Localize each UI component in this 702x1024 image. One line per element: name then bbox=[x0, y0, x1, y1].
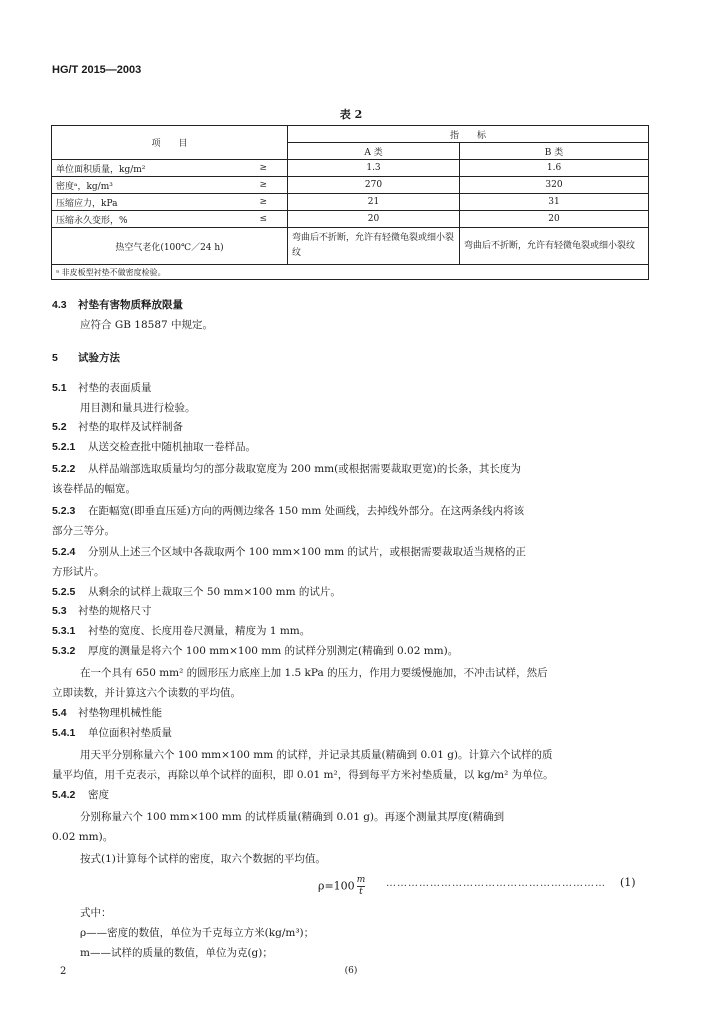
table-note: ᵃ 非皮板型衬垫不做密度检验。 bbox=[52, 265, 649, 280]
paragraph: 方形试片。 bbox=[52, 566, 105, 578]
row-value-b: 1.6 bbox=[460, 160, 649, 177]
clause-5-3-1 bbox=[52, 624, 310, 638]
row-value-a: 弯曲后不折断，允许有轻微龟裂或细小裂纹 bbox=[288, 228, 460, 265]
paragraph: 量平均值，用千克表示，再除以单个试样的面积，即 0.01 m²，得到每平方米衬垫质量，以 kg/m² 为单位。 bbox=[52, 769, 554, 781]
section-number: 5.3.1 bbox=[52, 625, 76, 637]
row-value-b: 20 bbox=[460, 211, 649, 228]
table-title: 表 2 bbox=[339, 108, 363, 121]
paragraph: 立即读数，并计算这六个读数的平均值。 bbox=[52, 687, 241, 699]
row-value-b: 弯曲后不折断，允许有轻微龟裂或细小裂纹 bbox=[460, 228, 649, 265]
table-row bbox=[52, 228, 649, 265]
rho-definition: ρ——密度的数值，单位为千克每立方米(kg/m³)； bbox=[80, 927, 315, 939]
paragraph: 按式(1)计算每个试样的密度，取六个数据的平均值。 bbox=[80, 853, 326, 865]
clause-5-4-2 bbox=[52, 788, 109, 802]
section-5-4 bbox=[52, 706, 162, 720]
m-definition: m——试样的质量的数值，单位为克(g)； bbox=[80, 947, 273, 959]
paragraph: 用天平分别称量六个 100 mm×100 mm 的试样，并记录其质量(精确到 0.01 g)。计算六个试样的质 bbox=[80, 749, 553, 761]
paragraph: 厚度的测量是将六个 100 mm×100 mm 的试样分别测定(精确到 0.02 mm)。 bbox=[88, 645, 459, 657]
clause-5-3-2 bbox=[52, 644, 458, 658]
paragraph: 衬垫的宽度、长度用卷尺测量，精度为 1 mm。 bbox=[88, 625, 311, 637]
paragraph: 应符合 GB 18587 中规定。 bbox=[80, 319, 214, 331]
header-class-b: B 类 bbox=[460, 143, 649, 160]
equation-number: (1) bbox=[620, 876, 636, 889]
formula-numerator: m bbox=[356, 875, 366, 885]
section-number: 5.2.4 bbox=[52, 546, 76, 558]
section-title: 衬垫的表面质量 bbox=[78, 382, 152, 394]
section-5-2 bbox=[52, 420, 183, 434]
section-number: 5.4 bbox=[52, 707, 67, 719]
section-5-3 bbox=[52, 604, 152, 618]
paragraph: 从样品端部选取质量均匀的部分裁取宽度为 200 mm(或根据需要裁取更宽)的长条，其长度为 bbox=[88, 463, 521, 475]
density-formula bbox=[318, 876, 365, 897]
paragraph: 0.02 mm)。 bbox=[52, 831, 114, 843]
row-value-b: 320 bbox=[460, 177, 649, 194]
paragraph: 部分三等分。 bbox=[52, 525, 115, 537]
page-center-mark: (6) bbox=[344, 966, 358, 976]
table-row bbox=[52, 211, 649, 228]
header-class-a: A 类 bbox=[288, 143, 460, 160]
section-number: 5.3.2 bbox=[52, 645, 76, 657]
clause-5-2-4 bbox=[52, 545, 526, 559]
section-title: 衬垫的规格尺寸 bbox=[78, 605, 152, 617]
row-value-a: 20 bbox=[288, 211, 460, 228]
paragraph: 分别从上述三个区域中各裁取两个 100 mm×100 mm 的试片，或根据需要裁取适当规格的正 bbox=[88, 546, 527, 558]
row-item: 单位面积质量，kg/m² bbox=[52, 160, 240, 177]
paragraph: 用目测和量具进行检验。 bbox=[80, 402, 196, 414]
section-number: 5.1 bbox=[52, 382, 67, 394]
section-title: 试验方法 bbox=[78, 352, 120, 364]
section-number: 5.2.2 bbox=[52, 463, 76, 475]
row-operator: ≥ bbox=[240, 194, 288, 211]
header-index: 指 标 bbox=[288, 126, 649, 143]
section-number: 5.2 bbox=[52, 421, 67, 433]
row-value-a: 270 bbox=[288, 177, 460, 194]
page-number: 2 bbox=[60, 966, 67, 977]
section-number: 5.3 bbox=[52, 605, 67, 617]
paragraph: 从送交检查批中随机抽取一卷样品。 bbox=[88, 441, 256, 453]
row-item: 密度ᵃ，kg/m³ bbox=[52, 177, 240, 194]
paragraph: 在距幅宽(即垂直压延)方向的两侧边缘各 150 mm 处画线，去掉线外部分。在这两条线内将该 bbox=[88, 505, 525, 517]
section-4-3 bbox=[52, 298, 183, 312]
row-item: 热空气老化(100℃／24 h) bbox=[52, 228, 288, 265]
row-value-a: 21 bbox=[288, 194, 460, 211]
row-value-a: 1.3 bbox=[288, 160, 460, 177]
row-operator: ≥ bbox=[240, 177, 288, 194]
section-title: 单位面积衬垫质量 bbox=[88, 727, 172, 739]
clause-5-4-1 bbox=[52, 726, 172, 740]
section-title: 衬垫物理机械性能 bbox=[78, 707, 162, 719]
table-row bbox=[52, 194, 649, 211]
paragraph: 分别称量六个 100 mm×100 mm 的试样质量(精确到 0.01 g)。再逐个测量其厚度(精确到 bbox=[80, 811, 505, 823]
row-item: 压缩应力，kPa bbox=[52, 194, 240, 211]
section-number: 5.4.1 bbox=[52, 727, 76, 739]
formula-lhs: ρ=100 bbox=[318, 879, 355, 893]
row-value-b: 31 bbox=[460, 194, 649, 211]
table-row bbox=[52, 177, 649, 194]
section-title: 衬垫的取样及试样制备 bbox=[78, 421, 183, 433]
row-item: 压缩永久变形，% bbox=[52, 211, 240, 228]
table-row bbox=[52, 160, 649, 177]
clause-5-2-1 bbox=[52, 440, 256, 454]
section-title: 衬垫有害物质释放限量 bbox=[78, 299, 183, 311]
paragraph: 从剩余的试样上裁取三个 50 mm×100 mm 的试片。 bbox=[88, 586, 341, 598]
formula-denominator: t bbox=[359, 887, 363, 897]
row-operator: ≥ bbox=[240, 160, 288, 177]
where-label: 式中： bbox=[80, 907, 112, 919]
section-title: 密度 bbox=[88, 789, 109, 801]
spec-table bbox=[51, 125, 649, 280]
formula-leader-dots: …………………………………………………… bbox=[386, 878, 606, 889]
formula-fraction bbox=[357, 876, 366, 897]
row-operator: ≤ bbox=[240, 211, 288, 228]
section-number: 5 bbox=[52, 352, 58, 364]
paragraph: 在一个具有 650 mm² 的圆形压力底座上加 1.5 kPa 的压力，作用力要缓慢施加，不冲击试样，然后 bbox=[80, 667, 548, 679]
section-5 bbox=[52, 351, 120, 365]
section-number: 5.4.2 bbox=[52, 789, 76, 801]
paragraph: 该卷样品的幅宽。 bbox=[52, 483, 136, 495]
standard-number: HG/T 2015—2003 bbox=[52, 64, 142, 76]
section-number: 4.3 bbox=[52, 299, 67, 311]
section-number: 5.2.1 bbox=[52, 441, 76, 453]
header-item: 项 目 bbox=[52, 126, 288, 160]
clause-5-2-5 bbox=[52, 585, 341, 599]
section-5-1 bbox=[52, 381, 152, 395]
section-number: 5.2.3 bbox=[52, 505, 76, 517]
section-number: 5.2.5 bbox=[52, 586, 76, 598]
clause-5-2-2 bbox=[52, 462, 521, 476]
clause-5-2-3 bbox=[52, 504, 524, 518]
